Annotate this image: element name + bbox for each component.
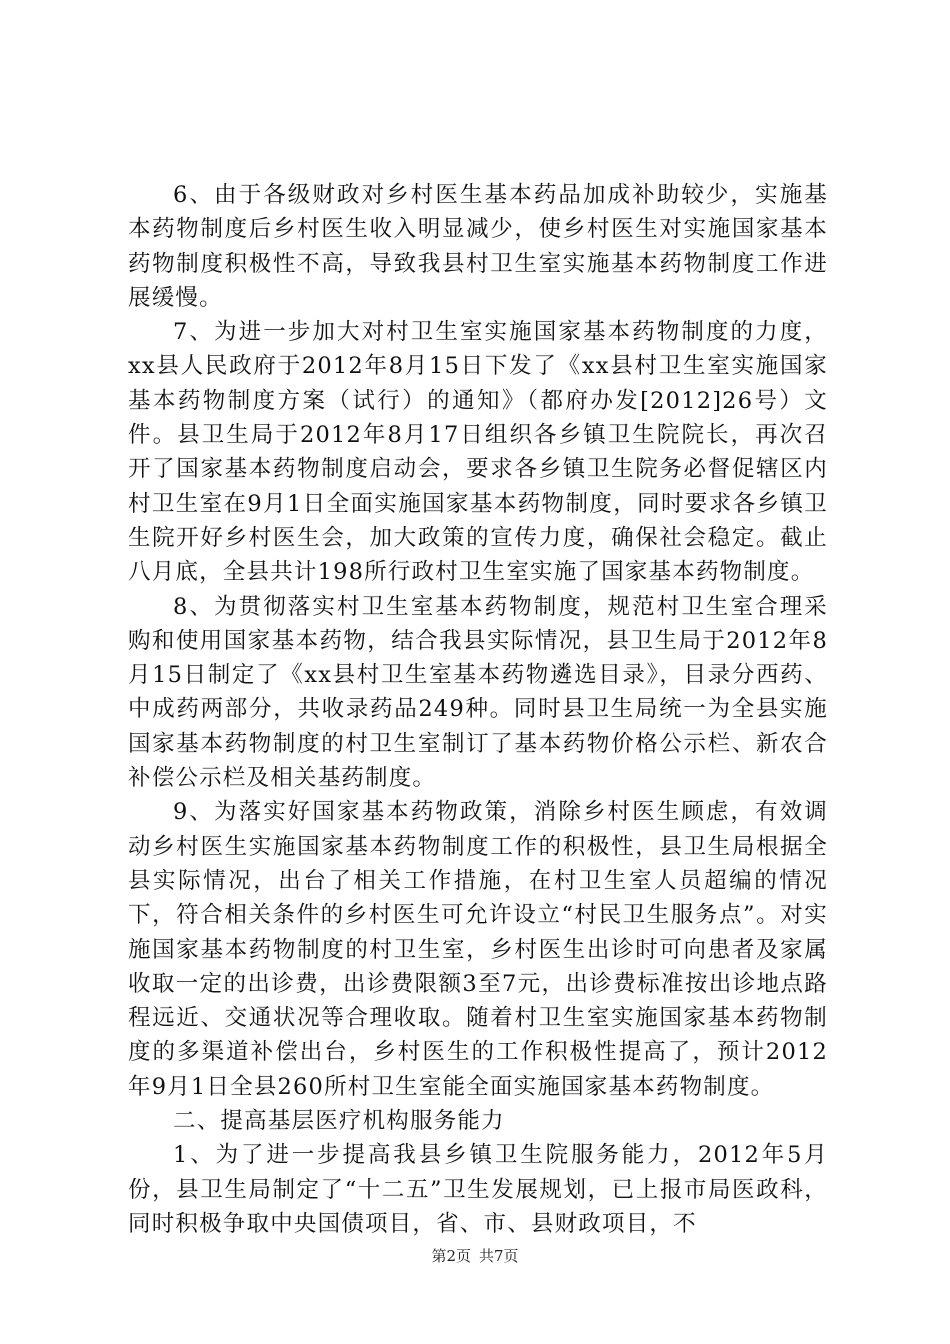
page-total: 共7页 bbox=[479, 1247, 519, 1265]
paragraph-item-6: 6、由于各级财政对乡村医生基本药品加成补助较少，实施基本药物制度后乡村医生收入明显减少，使乡村医生对实施国家基本药物制度积极性不高，导致我县村卫生室实施基本药物制度工作进展缓慢。 bbox=[128, 182, 828, 311]
paragraph-item-8: 8、为贯彻落实村卫生室基本药物制度，规范村卫生室合理采购和使用国家基本药物，结合我县实际情况，县卫生局于2012年8月15日制定了《xx县村卫生室基本药物遴选目录》，目录分西药、中成药两部分，共收录药品249种。同时县卫生局统一为全县实施国家基本药物制度的村卫生室制订了基本药物价格公示栏、新农合补偿公示栏及相关基药制度。 bbox=[128, 593, 828, 792]
paragraph-item-1: 1、为了进一步提高我县乡镇卫生院服务能力，2012年5月份，县卫生局制定了“十二五”卫生发展规划，已上报市局医政科，同时积极争取中央国债项目，省、市、县财政项目，不 bbox=[128, 1142, 828, 1237]
paragraph-item-9: 9、为落实好国家基本药物政策，消除乡村医生顾虑，有效调动乡村医生实施国家基本药物制度工作的积极性，县卫生局根据全县实际情况，出台了相关工作措施，在村卫生室人员超编的情况下，符合相关条件的乡村医生可允许设立“村民卫生服务点”。对实施国家基本药物制度的村卫生室，乡村医生出诊时可向患者及家属收取一定的出诊费，出诊费限额3至7元，出诊费标准按出诊地点路程远近、交通状况等合理收取。随着村卫生室实施国家基本药物制度的多渠道补偿出台，乡村医生的工作积极性提高了，预计2012年9月1日全县260所村卫生室能全面实施国家基本药物制度。 bbox=[128, 799, 828, 1100]
paragraph-item-7: 7、为进一步加大对村卫生室实施国家基本药物制度的力度，xx县人民政府于2012年8月15日下发了《xx县村卫生室实施国家基本药物制度方案（试行）的通知》（都府办发[2012]26号）文件。县卫生局于2012年8月17日组织各乡镇卫生院院长，再次召开了国家基本药物制度启动会，要求各乡镇卫生院务必督促辖区内村卫生室在9月1日全面实施国家基本药物制度，同时要求各乡镇卫生院开好乡村医生会，加大政策的宣传力度，确保社会稳定。截止八月底，全县共计198所行政村卫生室实施了国家基本药物制度。 bbox=[128, 319, 828, 586]
document-body bbox=[128, 178, 828, 1241]
page-footer bbox=[0, 1246, 950, 1266]
page-number: 第2页 bbox=[431, 1247, 471, 1265]
section-heading: 二、提高基层医疗机构服务能力 bbox=[173, 1108, 505, 1135]
